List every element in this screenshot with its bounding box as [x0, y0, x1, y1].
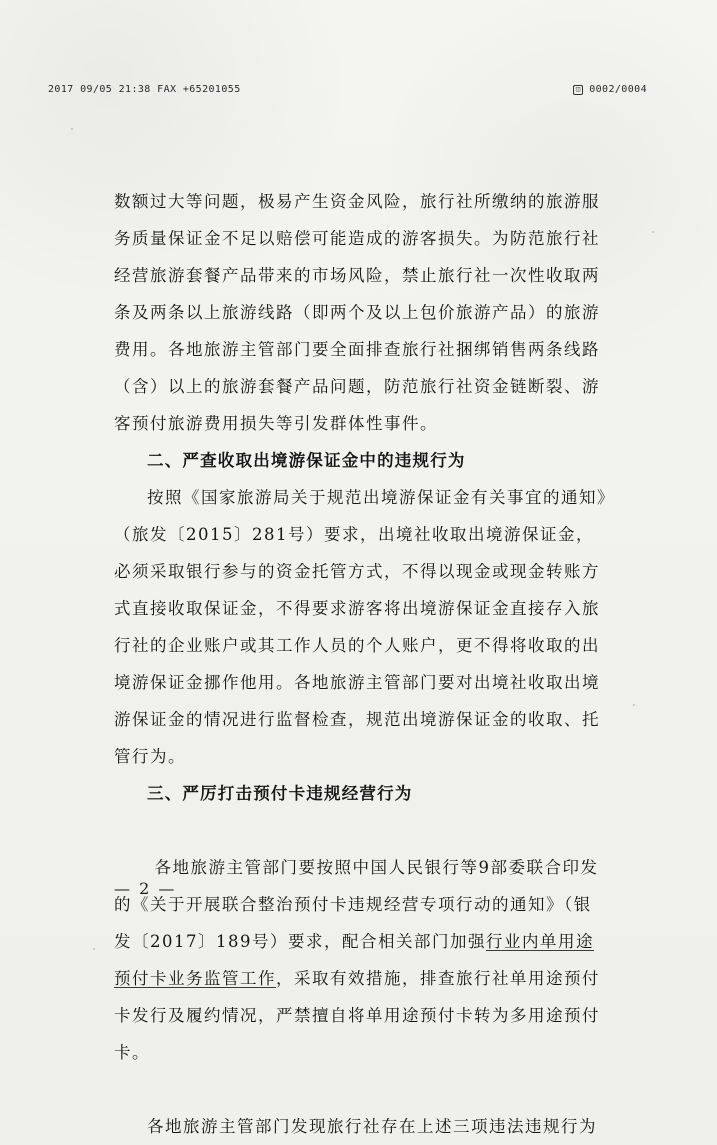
paragraph-3-underlined-text: 行业内单用途预付卡业务监管工作	[114, 932, 594, 988]
scan-speckle	[633, 704, 635, 706]
fax-page-icon: ◫	[573, 85, 583, 95]
paragraph-4: 各地旅游主管部门发现旅行社存在上述三项违法违规行为	[147, 1117, 597, 1136]
paragraph-2: 按照《国家旅游局关于规范出境游保证金有关事宜的通知》（旅发〔2015〕281号）要求，出境社收取出境游保证金，必须采取银行参与的资金托管方式，不得以现金或现金转账方式直接收取保证金，不得要求游客将出境游保证金直接存入旅行社的企业账户或其工作人员的个人账户，更不得将收取的出境游保证金挪作他用。各地旅游主管部门要对出境社收取出境游保证金的情况进行监督检查，规范出境游保证金的收取、托管行为。	[114, 488, 607, 766]
scan-speckle	[71, 128, 73, 130]
paragraph-3	[114, 812, 609, 1108]
page-number: — 2 —	[114, 879, 177, 898]
document-body	[114, 183, 609, 1145]
paragraph-3-before-underline: 各地旅游主管部门要按照中国人民银行等9部委联合印发的《关于开展联合整治预付卡违规经营专项行动的通知》（银发〔2017〕189号）要求，配合相关部门加强	[114, 858, 599, 951]
fax-page-count: 0002/0004	[589, 84, 647, 95]
section-heading-2: 二、严查收取出境游保证金中的违规行为	[147, 451, 466, 470]
scan-speckle	[652, 231, 654, 233]
scan-speckle	[93, 948, 95, 950]
fax-header-right	[573, 84, 647, 95]
section-heading-3: 三、严厉打击预付卡违规经营行为	[147, 784, 413, 803]
fax-header-left: 2017 09/05 21:38 FAX +65201055	[48, 84, 241, 95]
paragraph-1: 数额过大等问题，极易产生资金风险，旅行社所缴纳的旅游服务质量保证金不足以赔偿可能造成的游客损失。为防范旅行社经营旅游套餐产品带来的市场风险，禁止旅行社一次性收取两条及两条以上旅游线路（即两个及以上包价旅游产品）的旅游费用。各地旅游主管部门要全面排查旅行社捆绑销售两条线路（含）以上的旅游套餐产品问题，防范旅行社资金链断裂、游客预付旅游费用损失等引发群体性事件。	[114, 192, 600, 433]
paragraph-3-after-underline: ，采取有效措施，排查旅行社单用途预付卡发行及履约情况，严禁擅自将单用途预付卡转为多用途预付卡。	[114, 969, 600, 1062]
fax-header	[0, 82, 717, 102]
